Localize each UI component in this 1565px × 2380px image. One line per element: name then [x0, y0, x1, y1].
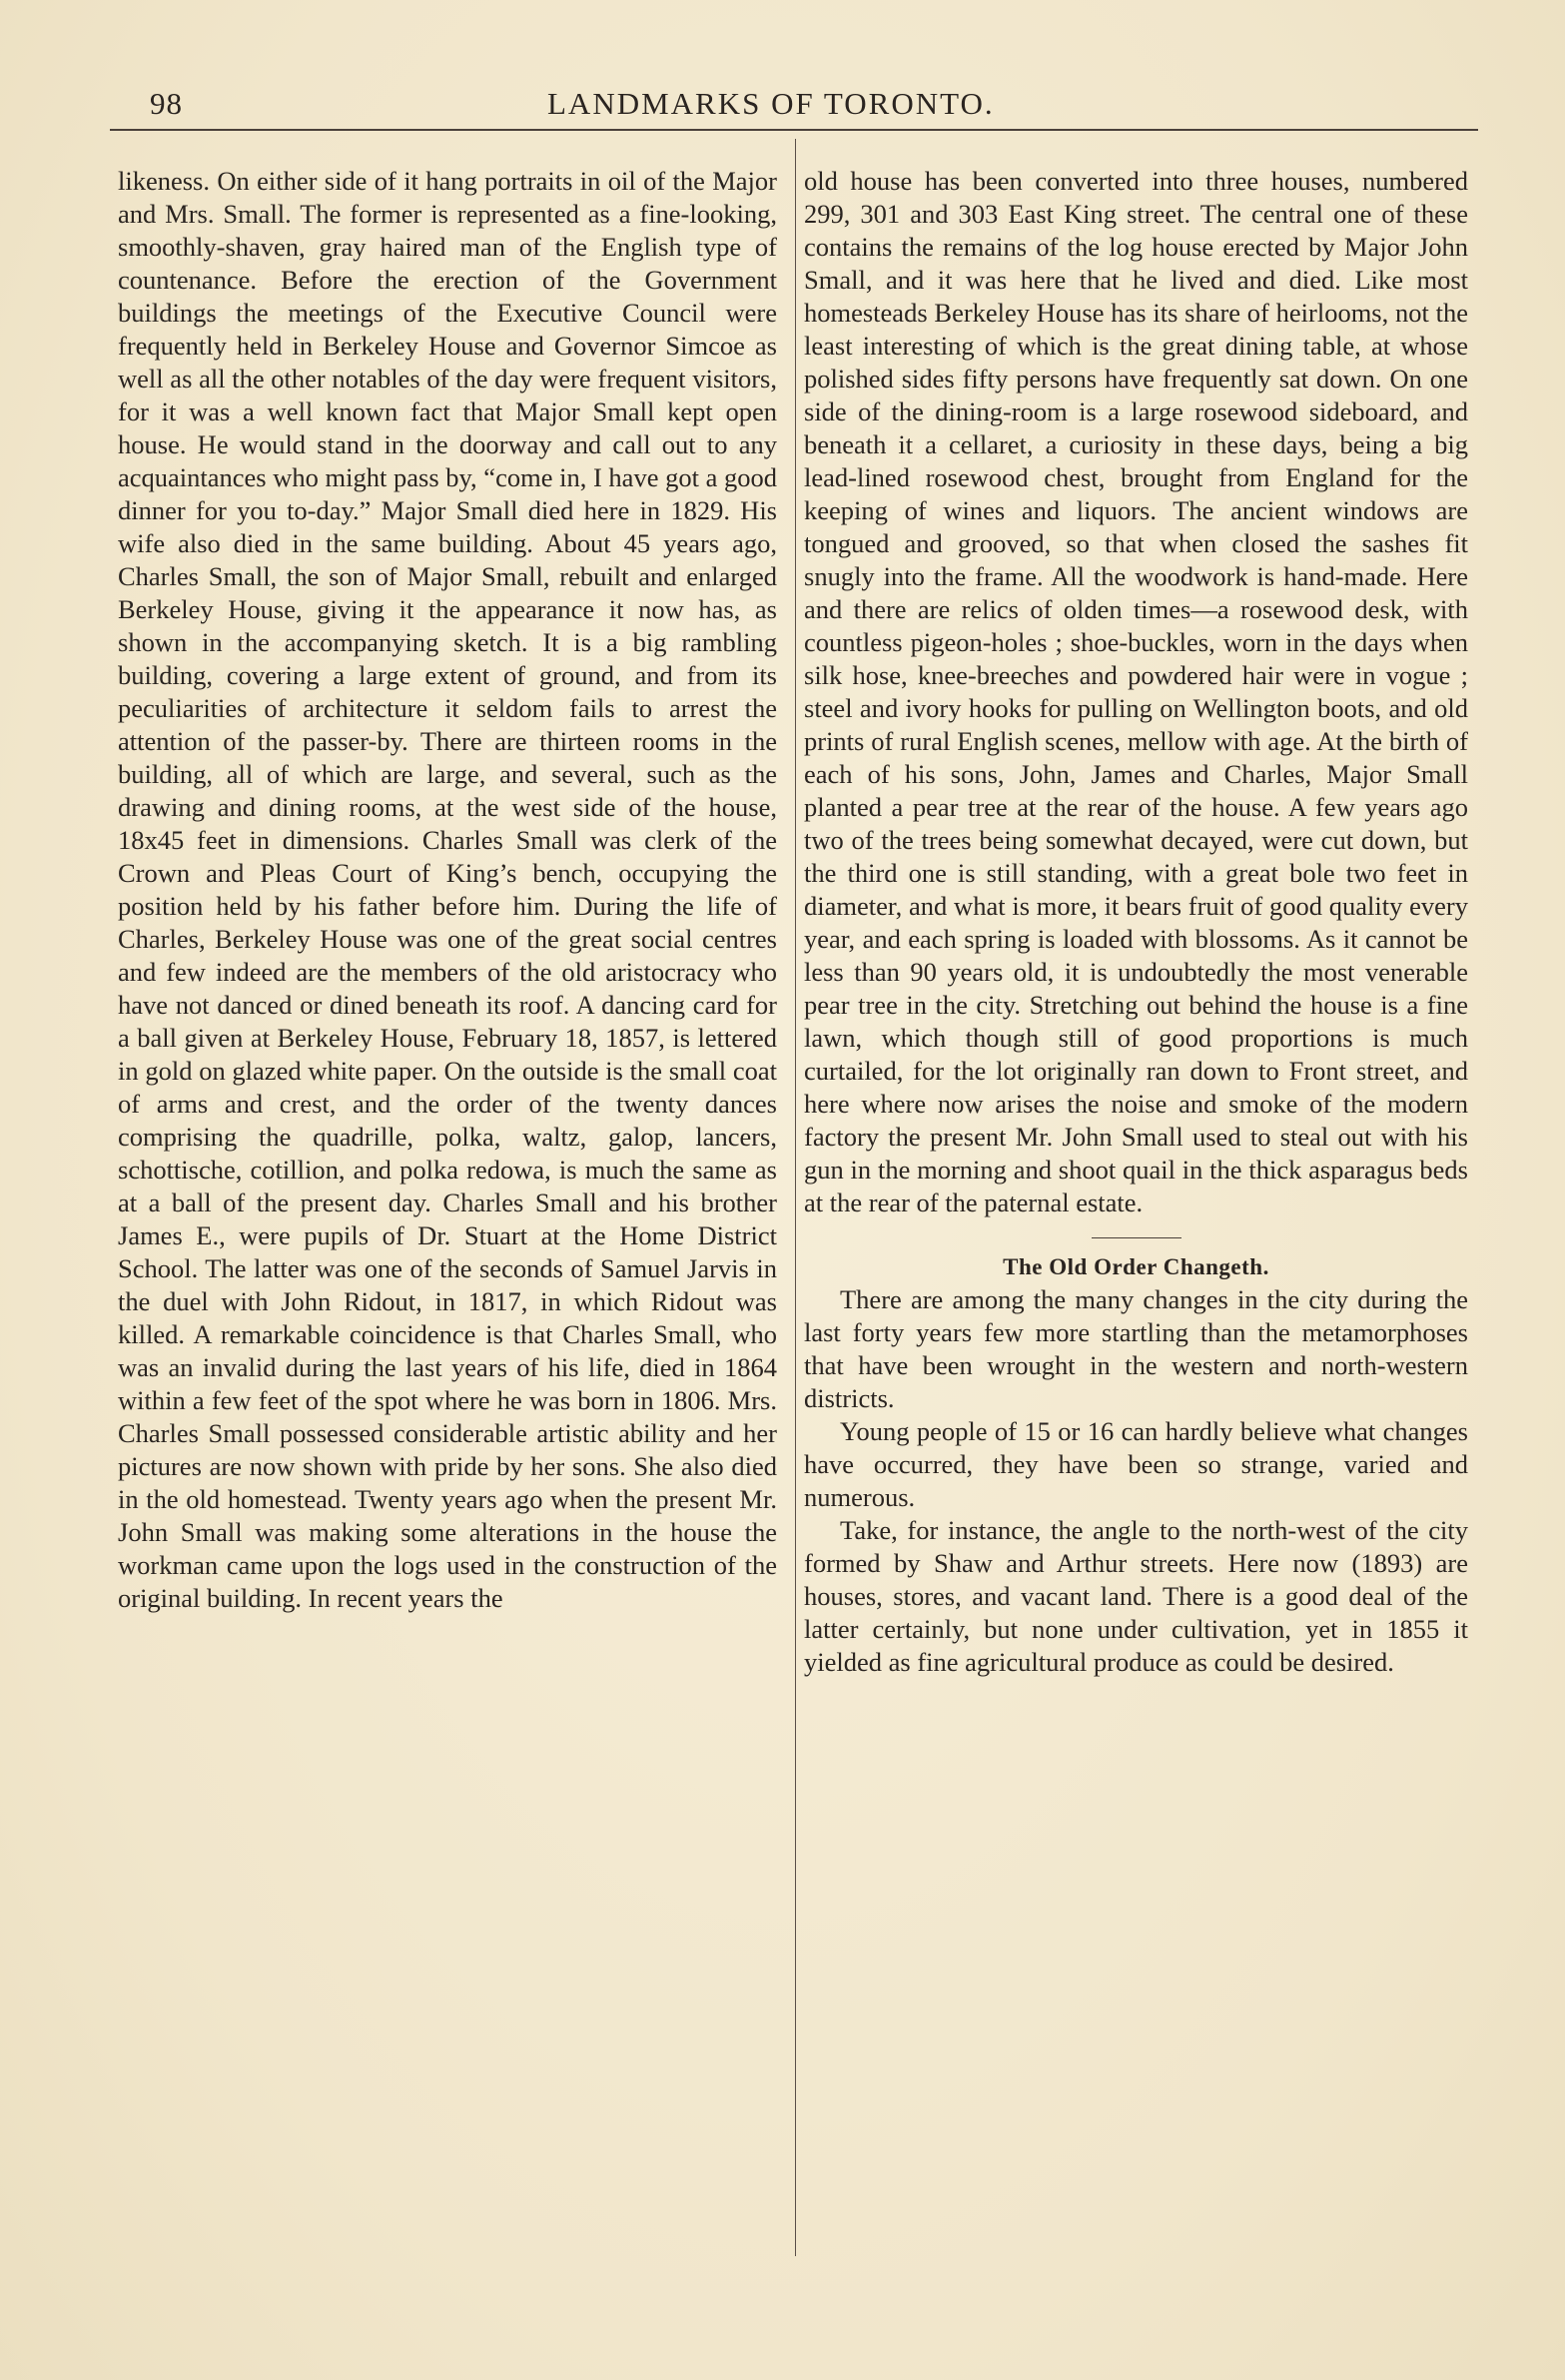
running-title: LANDMARKS OF TORONTO.	[547, 86, 995, 121]
right-column-paragraph-4: Take, for instance, the angle to the north-west of the city formed by Shaw and Arthur streets. Here now (1893) are houses, stores, and vacant land. There is a good deal of the latter certainly, but none under cultivation, yet in 1855 it yielded as fine agricultural produce as could be desired.	[804, 1515, 1468, 1677]
column-divider	[795, 139, 796, 2256]
left-column-paragraph: likeness. On either side of it hang portraits in oil of the Major and Mrs. Small. The former is represented as a fine-looking, smoothly-shaven, gray haired man of the English type of countenance. Before the erection of the Government buildings the meetings of the Executive Council were frequently held in Berkeley House and Governor Simcoe as well as all the other notables of the day were frequent visitors, for it was a well known fact that Major Small kept open house. He would stand in the doorway and call out to any acquaintances who might pass by, “come in, I have got a good dinner for you to-day.” Major Small died here in 1829. His wife also died in the same building. About 45 years ago, Charles Small, the son of Major Small, rebuilt and enlarged Berkeley House, giving it the appearance it now has, as shown in the accompanying sketch. It is a big rambling building, covering a large extent of ground, and from its peculiarities of architecture it seldom fails to arrest the attention of the passer-by. There are thirteen rooms in the building, all of which are large, and several, such as the drawing and dining rooms, at the west side of the house, 18x45 feet in dimensions. Charles Small was clerk of the Crown and Pleas Court of King’s bench, occupying the position held by his father before him. During the life of Charles, Berkeley House was one of the great social centres and few indeed are the members of the old aristocracy who have not danced or dined beneath its roof. A dancing card for a ball given at Berkeley House, February 18, 1857, is lettered in gold on glazed white paper. On the outside is the small coat of arms and crest, and the order of the twenty dances comprising the quadrille, polka, waltz, galop, lancers, schottische, cotillion, and polka redowa, is much the same as at a ball of the present day. Charles Small and his brother James E., were pupils of Dr. Stuart at the Home District School. The latter was one of the seconds of Samuel Jarvis in the duel with John Ridout, in 1817, in which Ridout was killed. A remarkable coincidence is that Charles Small, who was an invalid during the last years of his life, died in 1864 within a few feet of the spot where he was born in 1806. Mrs. Charles Small possessed considerable artistic ability and her pictures are now shown with pride by her sons. She also died in the old homestead. Twenty years ago when the present Mr. John Small was making some alterations in the house the workman came upon the logs used in the construction of the original building. In recent years the	[118, 166, 777, 1613]
header-rule	[110, 129, 1478, 131]
page-header	[150, 86, 1468, 132]
left-column	[118, 165, 777, 1615]
section-break-rule	[1092, 1237, 1181, 1238]
right-column-paragraph-2: There are among the many changes in the city during the last forty years few more startling than the metamorphoses that have been wrought in the western and north-western districts.	[804, 1284, 1468, 1413]
page-number: 98	[150, 86, 183, 121]
section-heading: The Old Order Changeth.	[1003, 1254, 1269, 1279]
right-column-paragraph-1: old house has been converted into three houses, numbered 299, 301 and 303 East King street. The central one of these contains the remains of the log house erected by Major John Small, and it was here that he lived and died. Like most homesteads Berkeley House has its share of heirlooms, not the least interesting of which is the great dining table, at whose polished sides fifty persons have frequently sat down. On one side of the dining-room is a large rosewood sideboard, and beneath it a cellaret, a curiosity in these days, being a big lead-lined rosewood chest, brought from England for the keeping of wines and liquors. The ancient windows are tongued and grooved, so that when closed the sashes fit snugly into the frame. All the woodwork is hand-made. Here and there are relics of olden times—a rosewood desk, with countless pigeon-holes ; shoe-buckles, worn in the days when silk hose, knee-breeches and powdered hair were in vogue ; steel and ivory hooks for pulling on Wellington boots, and old prints of rural English scenes, mellow with age. At the birth of each of his sons, John, James and Charles, Major Small planted a pear tree at the rear of the house. A few years ago two of the trees being somewhat decayed, were cut down, but the third one is still standing, with a great bole two feet in diameter, and what is more, it bears fruit of good quality every year, and each spring is loaded with blossoms. As it cannot be less than 90 years old, it is undoubtedly the most venerable pear tree in the city. Stretching out behind the house is a fine lawn, which though still of good proportions is much curtailed, for the lot originally ran down to Front street, and here where now arises the noise and smoke of the modern factory the present Mr. John Small used to steal out with his gun in the morning and shoot quail in the thick asparagus beds at the rear of the paternal estate.	[804, 166, 1468, 1217]
right-column-paragraph-3: Young people of 15 or 16 can hardly believe what changes have occurred, they have been so strange, varied and numerous.	[804, 1416, 1468, 1512]
right-column	[804, 165, 1468, 1679]
